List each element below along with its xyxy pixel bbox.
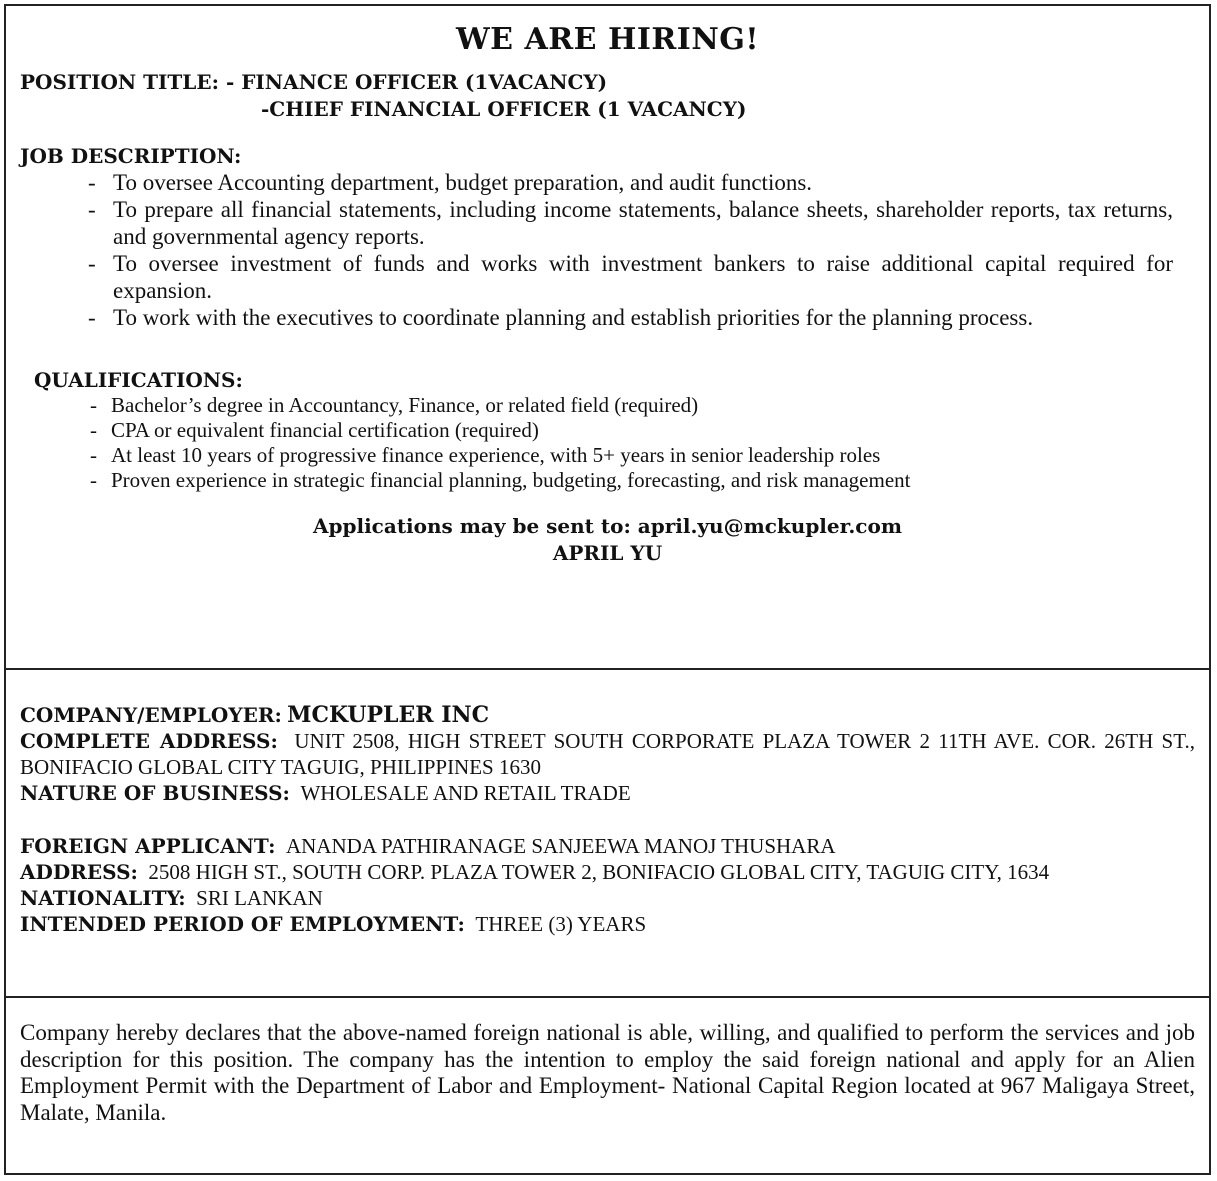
list-item: - To oversee Accounting department, budget preparation, and audit functions. bbox=[20, 169, 1195, 196]
list-item: - To work with the executives to coordinate planning and establish priorities for the planning process. bbox=[20, 304, 1195, 331]
company-label: COMPANY/EMPLOYER: bbox=[20, 703, 282, 727]
position-title-line-1 bbox=[20, 69, 1195, 96]
foreign-applicant-label: FOREIGN APPLICANT: bbox=[20, 834, 276, 858]
employment-period-row bbox=[20, 911, 1195, 937]
application-block bbox=[20, 513, 1195, 567]
applicant-address-label: ADDRESS: bbox=[20, 860, 138, 884]
employment-period-value: THREE (3) YEARS bbox=[475, 912, 647, 936]
foreign-applicant-row bbox=[20, 833, 1195, 859]
company-row bbox=[20, 702, 1195, 728]
nature-of-business-label: NATURE OF BUSINESS: bbox=[20, 781, 290, 805]
nature-of-business-row bbox=[20, 780, 1195, 806]
ad-title: WE ARE HIRING! bbox=[455, 22, 760, 57]
position-finance-officer: - FINANCE OFFICER (1VACANCY) bbox=[225, 70, 608, 94]
position-label: POSITION TITLE: bbox=[20, 70, 219, 94]
declaration-text: Company hereby declares that the above-named foreign national is able, willing, and qualified to perform the services and job description for this position. The company has the intention to employ the said foreign national and apply for an Alien Employment Permit with the Department of Labor and Employment- National Capital Region located at 967 Maligaya Street, Malate, Manila. bbox=[20, 1020, 1195, 1125]
qualifications-list bbox=[20, 393, 1195, 493]
declaration-section bbox=[6, 996, 1209, 1126]
nature-of-business-value: WHOLESALE AND RETAIL TRADE bbox=[300, 781, 631, 805]
applicant-address-row bbox=[20, 859, 1195, 885]
complete-address-row bbox=[20, 728, 1195, 780]
list-item: - Bachelor’s degree in Accountancy, Finance, or related field (required) bbox=[20, 393, 1195, 418]
company-value: MCKUPLER INC bbox=[287, 702, 490, 728]
complete-address-label: COMPLETE ADDRESS: bbox=[20, 729, 278, 753]
nationality-row bbox=[20, 885, 1195, 911]
list-item: - CPA or equivalent financial certification (required) bbox=[20, 418, 1195, 443]
list-item: - At least 10 years of progressive finance experience, with 5+ years in senior leadership roles bbox=[20, 443, 1195, 468]
application-line: Applications may be sent to: april.yu@mckupler.com bbox=[313, 514, 902, 538]
applicant-address-value: 2508 HIGH ST., SOUTH CORP. PLAZA TOWER 2, BONIFACIO GLOBAL CITY, TAGUIG CITY, 1634 bbox=[148, 860, 1050, 884]
employer-section bbox=[6, 668, 1209, 996]
foreign-applicant-value: ANANDA PATHIRANAGE SANJEEWA MANOJ THUSHARA bbox=[285, 834, 836, 858]
list-item: - To prepare all financial statements, including income statements, balance sheets, shareholder reports, tax returns, and governmental agency reports. bbox=[20, 196, 1195, 250]
hiring-section bbox=[6, 6, 1209, 668]
position-cfo: -CHIEF FINANCIAL OFFICER (1 VACANCY) bbox=[261, 97, 747, 121]
contact-name: APRIL YU bbox=[552, 541, 663, 565]
nationality-label: NATIONALITY: bbox=[20, 886, 186, 910]
qualifications-heading: QUALIFICATIONS: bbox=[34, 368, 243, 392]
list-item: - Proven experience in strategic financial planning, budgeting, forecasting, and risk management bbox=[20, 468, 1195, 493]
position-title-line-2 bbox=[20, 96, 1195, 123]
list-item: - To oversee investment of funds and works with investment bankers to raise additional capital required for expansion. bbox=[20, 250, 1195, 304]
job-description-list bbox=[20, 169, 1195, 331]
nationality-value: SRI LANKAN bbox=[196, 886, 323, 910]
employment-period-label: INTENDED PERIOD OF EMPLOYMENT: bbox=[20, 912, 465, 936]
job-description-heading: JOB DESCRIPTION: bbox=[20, 144, 242, 168]
complete-address-value: UNIT 2508, HIGH STREET SOUTH CORPORATE PLAZA TOWER 2 11TH AVE. COR. 26TH ST., BONIFACIO GLOBAL CITY TAGUIG, PHILIPPINES 1630 bbox=[20, 729, 1195, 779]
job-ad-frame bbox=[4, 4, 1211, 1175]
